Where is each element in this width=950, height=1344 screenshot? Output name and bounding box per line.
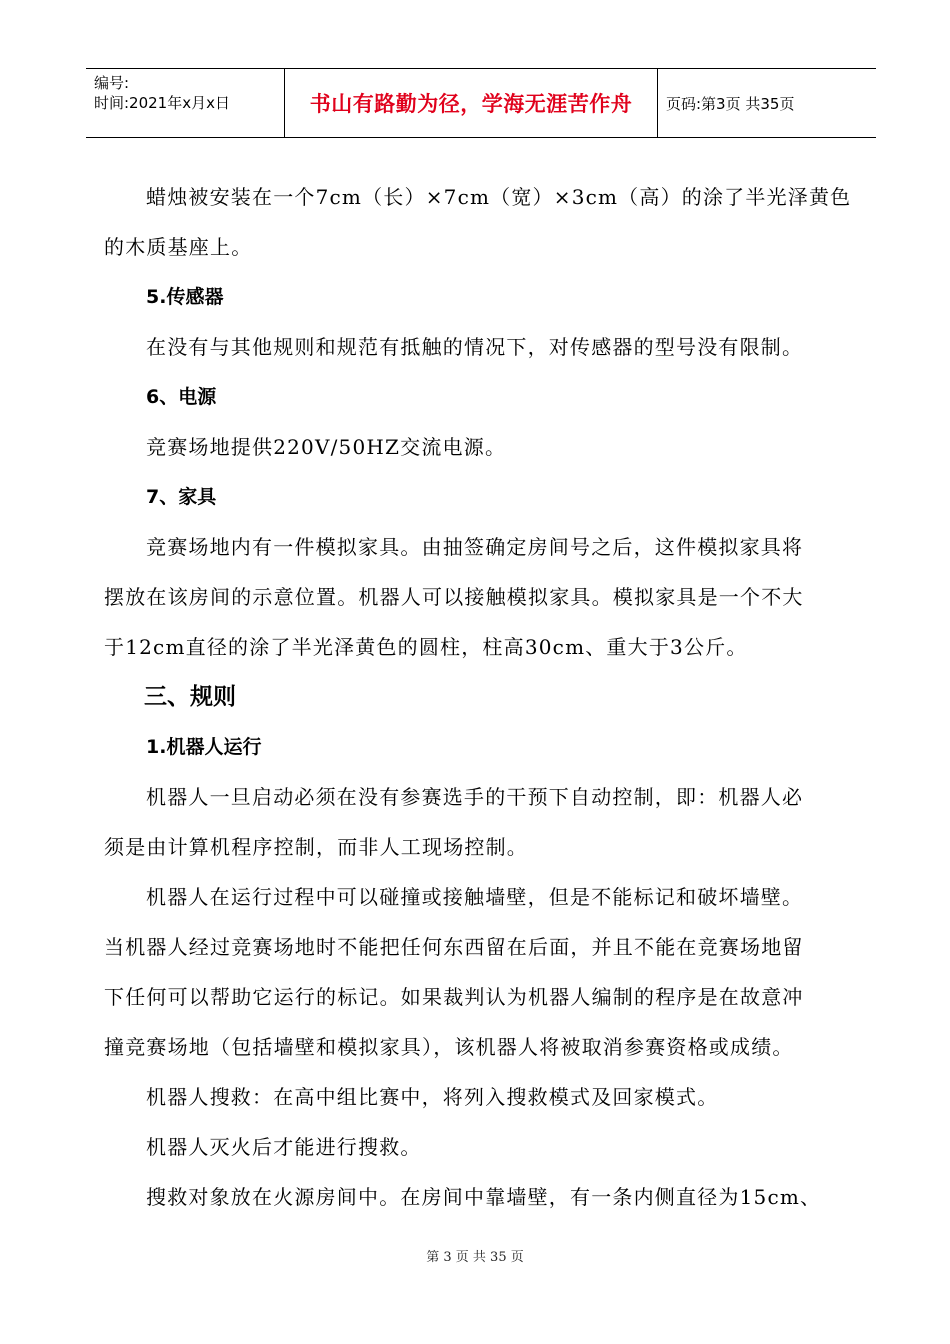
paragraph-candle-line2: 的木质基座上。 xyxy=(104,235,253,259)
heading-rules: 三、规则 xyxy=(144,684,236,710)
paragraph-wall-line1: 机器人在运行过程中可以碰撞或接触墙壁，但是不能标记和破坏墙壁。 xyxy=(146,885,804,909)
paragraph-wall-line3: 下任何可以帮助它运行的标记。如果裁判认为机器人编制的程序是在故意冲 xyxy=(104,985,804,1009)
paragraph-wall-line2: 当机器人经过竞赛场地时不能把任何东西留在后面，并且不能在竞赛场地留 xyxy=(104,935,804,959)
header-number: 编号: xyxy=(94,74,130,92)
paragraph-power: 竞赛场地提供220V/50HZ交流电源。 xyxy=(146,435,507,459)
paragraph-rescue-3: 搜救对象放在火源房间中。在房间中靠墙壁，有一条内侧直径为15cm、 xyxy=(146,1185,822,1209)
page-footer: 第 3 页 共 35 页 xyxy=(426,1250,524,1265)
heading-robot-run: 1.机器人运行 xyxy=(146,736,262,758)
paragraph-furniture-line2: 摆放在该房间的示意位置。机器人可以接触模拟家具。模拟家具是一个不大 xyxy=(104,585,804,609)
paragraph-sensor: 在没有与其他规则和规范有抵触的情况下，对传感器的型号没有限制。 xyxy=(146,335,804,359)
header-page-info: 页码:第3页 共35页 xyxy=(666,94,795,113)
document-header xyxy=(86,68,876,138)
header-time: 时间:2021年x月x日 xyxy=(94,94,230,112)
heading-sensor: 5.传感器 xyxy=(146,286,224,308)
heading-furniture: 7、家具 xyxy=(146,486,217,508)
paragraph-wall-line4: 撞竞赛场地（包括墙壁和模拟家具），该机器人将被取消参赛资格或成绩。 xyxy=(104,1035,794,1059)
paragraph-furniture-line1: 竞赛场地内有一件模拟家具。由抽签确定房间号之后，这件模拟家具将 xyxy=(146,535,804,559)
paragraph-run-line2: 须是由计算机程序控制，而非人工现场控制。 xyxy=(104,835,528,859)
paragraph-rescue-1: 机器人搜救：在高中组比赛中，将列入搜救模式及回家模式。 xyxy=(146,1085,719,1109)
document-body xyxy=(104,172,860,1222)
heading-power: 6、电源 xyxy=(146,386,217,408)
paragraph-rescue-2: 机器人灭火后才能进行搜救。 xyxy=(146,1135,422,1159)
paragraph-run-line1: 机器人一旦启动必须在没有参赛选手的干预下自动控制，即：机器人必 xyxy=(146,785,804,809)
header-motto: 书山有路勤为径，学海无涯苦作舟 xyxy=(284,69,658,137)
paragraph-candle-line1: 蜡烛被安装在一个7cm（长）×7cm（宽）×3cm（高）的涂了半光泽黄色 xyxy=(146,185,852,209)
paragraph-furniture-line3: 于12cm直径的涂了半光泽黄色的圆柱，柱高30cm、重大于3公斤。 xyxy=(104,635,748,659)
header-meta xyxy=(86,69,284,137)
